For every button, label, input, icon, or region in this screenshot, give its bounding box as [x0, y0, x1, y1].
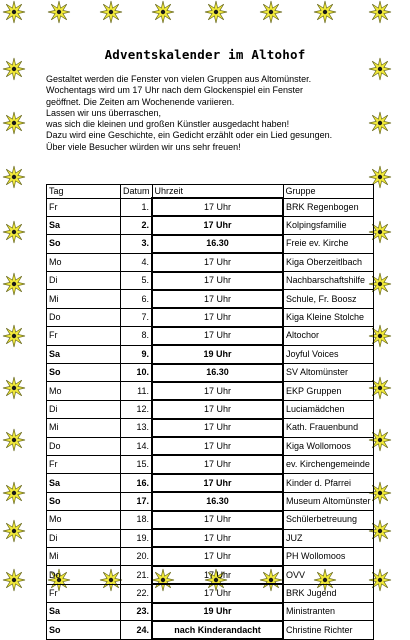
table-row: [47, 492, 374, 510]
cell-tag: Sa: [47, 216, 121, 234]
cell-tag: Fr: [47, 198, 121, 216]
cell-gruppe: OVV: [283, 566, 373, 584]
star-icon: [2, 481, 26, 505]
table-row: [47, 198, 374, 216]
cell-uhrzeit: 19 Uhr: [152, 345, 283, 363]
table-row: [47, 584, 374, 602]
table-row: [47, 345, 374, 363]
cell-datum: 18.: [121, 511, 153, 529]
cell-datum: 13.: [121, 419, 153, 437]
star-icon: [151, 0, 175, 24]
table-row: [47, 253, 374, 271]
table-row: [47, 474, 374, 492]
cell-gruppe: PH Wollomoos: [283, 547, 373, 565]
intro-line: geöffnet. Die Zeiten am Wochenende variieren.: [46, 96, 235, 107]
page-title: Adventskalender im Altohof: [104, 47, 306, 62]
star-icon: [204, 0, 228, 24]
cell-uhrzeit: 17 Uhr: [152, 529, 283, 547]
cell-gruppe: Christine Richter: [283, 621, 373, 639]
cell-datum: 10.: [121, 364, 153, 382]
cell-uhrzeit: nach Kinderandacht: [152, 621, 283, 639]
cell-gruppe: Schülerbetreuung: [283, 511, 373, 529]
cell-datum: 1.: [121, 198, 153, 216]
cell-gruppe: Freie ev. Kirche: [283, 235, 373, 253]
cell-uhrzeit: 16.30: [152, 364, 283, 382]
cell-tag: So: [47, 492, 121, 510]
cell-uhrzeit: 17 Uhr: [152, 437, 283, 455]
intro-line: Über viele Besucher würden wir uns sehr freuen!: [46, 141, 241, 152]
cell-datum: 22.: [121, 584, 153, 602]
cell-datum: 8.: [121, 327, 153, 345]
cell-tag: So: [47, 235, 121, 253]
cell-uhrzeit: 17 Uhr: [152, 566, 283, 584]
table-row: [47, 603, 374, 621]
cell-tag: Di: [47, 272, 121, 290]
cell-datum: 3.: [121, 235, 153, 253]
cell-datum: 24.: [121, 621, 153, 639]
cell-datum: 4.: [121, 253, 153, 271]
cell-datum: 7.: [121, 308, 153, 326]
table-row: [47, 455, 374, 473]
cell-uhrzeit: 16.30: [152, 235, 283, 253]
header-uhrzeit: Uhrzeit: [152, 185, 283, 199]
cell-tag: Mo: [47, 382, 121, 400]
star-icon: [2, 111, 26, 135]
table-row: [47, 437, 374, 455]
cell-datum: 5.: [121, 272, 153, 290]
cell-datum: 9.: [121, 345, 153, 363]
table-row: [47, 364, 374, 382]
cell-gruppe: Ministranten: [283, 603, 373, 621]
cell-tag: Mo: [47, 511, 121, 529]
cell-gruppe: EKP Gruppen: [283, 382, 373, 400]
cell-tag: Mi: [47, 419, 121, 437]
intro-line: Lassen wir uns überraschen,: [46, 107, 162, 118]
cell-datum: 20.: [121, 547, 153, 565]
cell-tag: Do: [47, 566, 121, 584]
header-tag: Tag: [47, 185, 121, 199]
cell-gruppe: BRK Jugend: [283, 584, 373, 602]
star-icon: [2, 519, 26, 543]
table-row: [47, 529, 374, 547]
cell-gruppe: Kiga Oberzeitlbach: [283, 253, 373, 271]
table-row: [47, 400, 374, 418]
cell-gruppe: Nachbarschaftshilfe: [283, 272, 373, 290]
intro-line: Dazu wird eine Geschichte, ein Gedicht erzählt oder ein Lied gesungen.: [46, 130, 333, 141]
cell-uhrzeit: 17 Uhr: [152, 511, 283, 529]
cell-gruppe: BRK Regenbogen: [283, 198, 373, 216]
header-gruppe: Gruppe: [283, 185, 373, 199]
cell-uhrzeit: 17 Uhr: [152, 547, 283, 565]
cell-uhrzeit: 17 Uhr: [152, 272, 283, 290]
cell-gruppe: Kiga Wollomoos: [283, 437, 373, 455]
table-row: [47, 419, 374, 437]
cell-datum: 2.: [121, 216, 153, 234]
table-row: [47, 547, 374, 565]
cell-tag: Sa: [47, 345, 121, 363]
cell-gruppe: Kath. Frauenbund: [283, 419, 373, 437]
cell-uhrzeit: 17 Uhr: [152, 253, 283, 271]
cell-uhrzeit: 17 Uhr: [152, 382, 283, 400]
cell-uhrzeit: 17 Uhr: [152, 419, 283, 437]
star-icon: [2, 165, 26, 189]
cell-tag: Sa: [47, 603, 121, 621]
star-icon: [259, 0, 283, 24]
cell-uhrzeit: 17 Uhr: [152, 308, 283, 326]
cell-gruppe: Luciamädchen: [283, 400, 373, 418]
cell-gruppe: Kolpingsfamilie: [283, 216, 373, 234]
cell-tag: Fr: [47, 327, 121, 345]
cell-tag: Do: [47, 308, 121, 326]
cell-datum: 23.: [121, 603, 153, 621]
cell-uhrzeit: 17 Uhr: [152, 327, 283, 345]
star-icon: [2, 376, 26, 400]
cell-tag: Mo: [47, 253, 121, 271]
table-row: [47, 327, 374, 345]
cell-tag: So: [47, 621, 121, 639]
table-row: [47, 290, 374, 308]
cell-gruppe: SV Altomünster: [283, 364, 373, 382]
cell-uhrzeit: 17 Uhr: [152, 216, 283, 234]
cell-datum: 6.: [121, 290, 153, 308]
intro-line: Wochentags wird um 17 Uhr nach dem Glockenspiel ein Fenster: [46, 85, 303, 96]
cell-datum: 11.: [121, 382, 153, 400]
table-row: [47, 308, 374, 326]
cell-gruppe: Museum Altomünster: [283, 492, 373, 510]
star-icon: [2, 272, 26, 296]
cell-uhrzeit: 17 Uhr: [152, 290, 283, 308]
cell-tag: Sa: [47, 474, 121, 492]
cell-tag: Di: [47, 400, 121, 418]
star-icon: [2, 324, 26, 348]
table-row: [47, 382, 374, 400]
cell-tag: Di: [47, 529, 121, 547]
cell-gruppe: Schule, Fr. Boosz: [283, 290, 373, 308]
star-icon: [313, 0, 337, 24]
star-icon: [2, 220, 26, 244]
cell-tag: Fr: [47, 455, 121, 473]
intro-line: was sich die kleinen und großen Künstler ausgedacht haben!: [46, 119, 290, 130]
cell-datum: 16.: [121, 474, 153, 492]
star-icon: [2, 0, 26, 24]
cell-uhrzeit: 17 Uhr: [152, 584, 283, 602]
cell-gruppe: ev. Kirchengemeinde: [283, 455, 373, 473]
cell-tag: Do: [47, 437, 121, 455]
table-header-row: [47, 185, 374, 199]
cell-tag: Mi: [47, 290, 121, 308]
cell-datum: 14.: [121, 437, 153, 455]
cell-datum: 19.: [121, 529, 153, 547]
cell-uhrzeit: 17 Uhr: [152, 400, 283, 418]
cell-uhrzeit: 17 Uhr: [152, 198, 283, 216]
table-row: [47, 235, 374, 253]
star-icon: [2, 428, 26, 452]
cell-gruppe: Kinder d. Pfarrei: [283, 474, 373, 492]
table-row: [47, 272, 374, 290]
schedule-table: [46, 184, 374, 640]
cell-gruppe: Joyful Voices: [283, 345, 373, 363]
table-row: [47, 216, 374, 234]
intro-line: Gestaltet werden die Fenster von vielen Gruppen aus Altomünster.: [46, 74, 312, 84]
table-row: [47, 511, 374, 529]
cell-tag: Mi: [47, 547, 121, 565]
cell-datum: 15.: [121, 455, 153, 473]
header-datum: Datum: [121, 185, 153, 199]
cell-uhrzeit: 17 Uhr: [152, 455, 283, 473]
star-icon: [47, 0, 71, 24]
star-icon: [99, 0, 123, 24]
star-icon: [368, 0, 392, 24]
intro-text: [46, 74, 376, 153]
cell-datum: 12.: [121, 400, 153, 418]
cell-datum: 21.: [121, 566, 153, 584]
cell-uhrzeit: 17 Uhr: [152, 474, 283, 492]
cell-tag: Fr: [47, 584, 121, 602]
star-icon: [2, 568, 26, 592]
cell-gruppe: JUZ: [283, 529, 373, 547]
table-row: [47, 621, 374, 639]
cell-uhrzeit: 16.30: [152, 492, 283, 510]
cell-tag: So: [47, 364, 121, 382]
cell-uhrzeit: 19 Uhr: [152, 603, 283, 621]
cell-gruppe: Altochor: [283, 327, 373, 345]
cell-datum: 17.: [121, 492, 153, 510]
cell-gruppe: Kiga Kleine Stolche: [283, 308, 373, 326]
table-row: [47, 566, 374, 584]
